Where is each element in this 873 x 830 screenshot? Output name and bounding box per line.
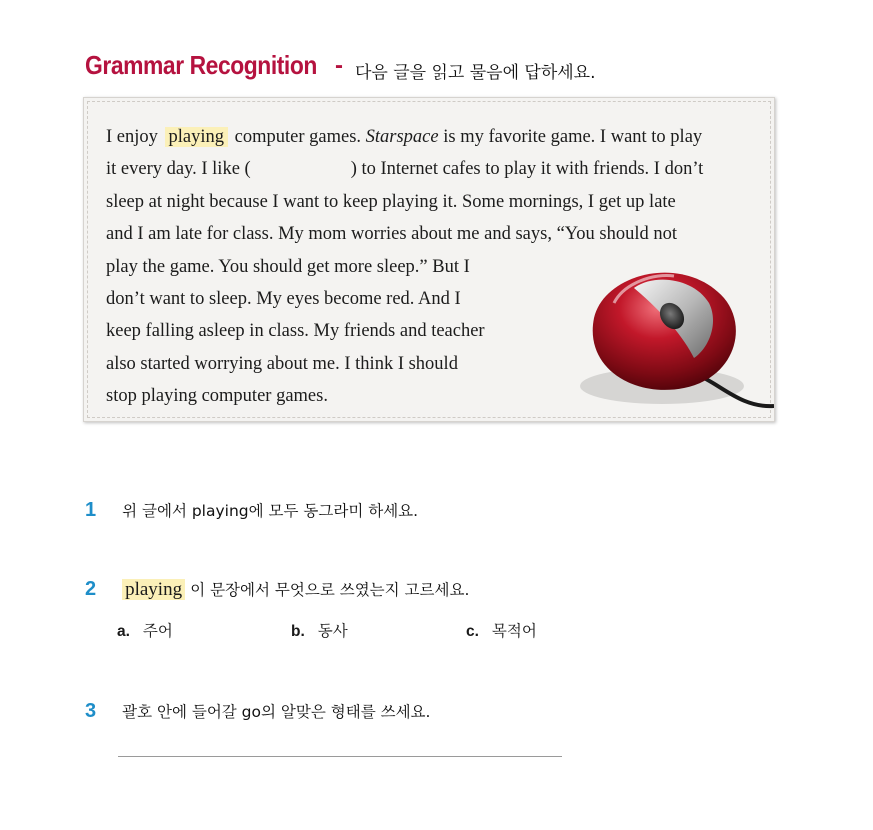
passage-text: ) to Internet cafes to play it with friends. I don’t <box>350 159 704 180</box>
passage-line: keep falling asleep in class. My friends and teacher <box>106 321 485 342</box>
game-title: Starspace <box>365 127 439 147</box>
choice-label: 동사 <box>317 622 348 640</box>
question-1 <box>85 499 418 522</box>
choice-letter: a. <box>117 623 130 640</box>
highlighted-word: playing <box>122 579 185 600</box>
passage-line: don’t want to sleep. My eyes become red. And I <box>106 289 461 310</box>
question-3 <box>85 700 430 723</box>
passage-line <box>106 121 756 153</box>
choice-label: 목적어 <box>491 622 537 640</box>
choice-label: 주어 <box>142 622 173 640</box>
passage-text: computer games. <box>234 127 362 147</box>
passage-line: and I am late for class. My mom worries about me and says, “You should not <box>106 224 678 245</box>
question-2 <box>85 578 469 601</box>
reading-passage-card <box>83 97 775 422</box>
passage-line: stop playing computer games. <box>106 386 328 407</box>
passage-line: play the game. You should get more sleep.” But I <box>106 256 470 277</box>
answer-line[interactable] <box>118 756 562 757</box>
question-number: 2 <box>85 578 97 600</box>
question-number: 1 <box>85 499 97 521</box>
passage-line: sleep at night because I want to keep playing it. Some mornings, I get up late <box>106 191 676 212</box>
passage-line: also started worrying about me. I think I should <box>106 353 458 374</box>
choice-letter: c. <box>466 623 479 640</box>
choice-letter: b. <box>291 623 305 640</box>
section-title: Grammar Recognition <box>85 50 317 80</box>
highlighted-word: playing <box>165 127 229 147</box>
choice-c[interactable] <box>466 619 537 641</box>
passage-line <box>106 153 756 185</box>
section-instruction: 다음 글을 읽고 물음에 답하세요. <box>355 63 596 83</box>
question-number: 3 <box>85 700 97 722</box>
computer-mouse-icon <box>574 258 774 420</box>
choice-b[interactable] <box>291 619 348 641</box>
question-text: 이 문장에서 무엇으로 쓰였는지 고르세요. <box>190 581 470 599</box>
passage-text: it every day. I like ( <box>106 159 251 180</box>
question-text: 위 글에서 playing에 모두 동그라미 하세요. <box>122 502 419 520</box>
question-text: 괄호 안에 들어갈 go의 알맞은 형태를 쓰세요. <box>122 703 431 721</box>
section-header <box>85 50 596 83</box>
passage-text: is my favorite game. I want to play <box>443 127 703 147</box>
title-separator: - <box>335 52 343 79</box>
choice-a[interactable] <box>117 619 173 641</box>
passage-text: I enjoy <box>106 127 158 147</box>
